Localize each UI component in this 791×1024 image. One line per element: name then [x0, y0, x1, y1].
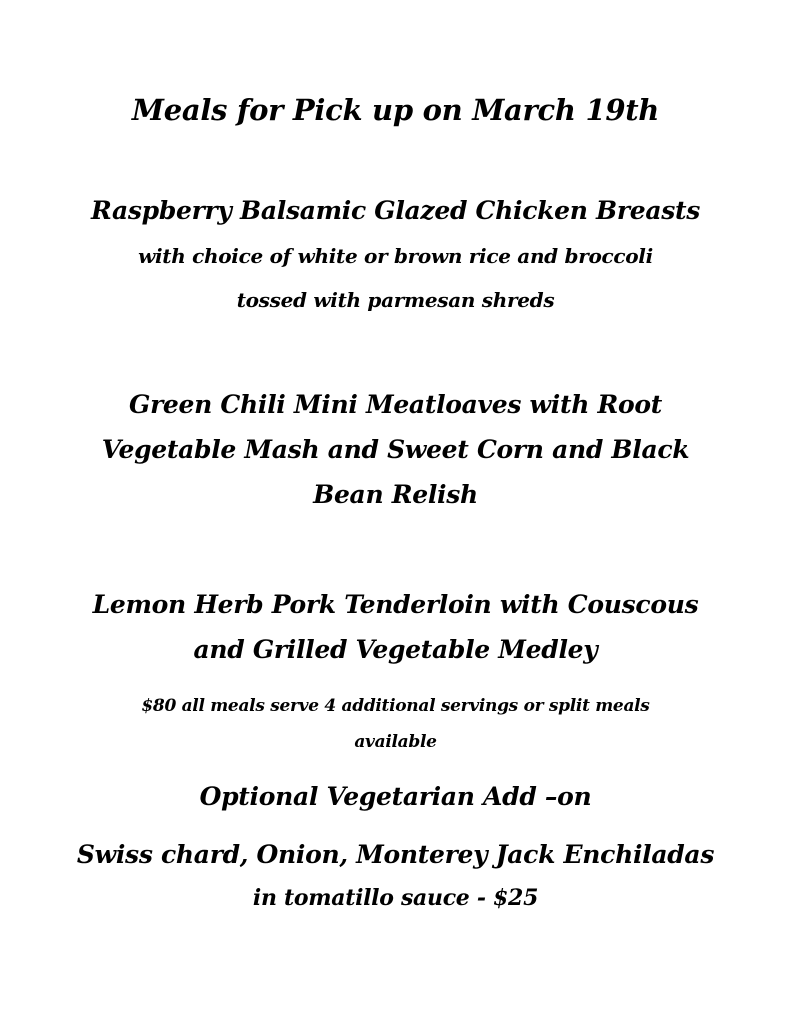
page-title: Meals for Pick up on March 19th [131, 93, 660, 127]
meal-line: with choice of white or brown rice and broccoli [138, 244, 653, 268]
meal-line: Bean Relish [313, 480, 478, 509]
meal-line: Raspberry Balsamic Glazed Chicken Breasts [90, 196, 701, 225]
meal-line: Lemon Herb Pork Tenderloin with Couscous [92, 590, 699, 619]
pricing-line: $80 all meals serve 4 additional servings or split meals [141, 696, 650, 716]
addon-line: Swiss chard, Onion, Monterey Jack Enchiladas [76, 840, 715, 869]
pricing-line: available [354, 732, 437, 752]
meal-line: tossed with parmesan shreds [236, 288, 555, 312]
meal-line: Vegetable Mash and Sweet Corn and Black [101, 435, 690, 464]
addon-line: in tomatillo sauce - $25 [252, 885, 539, 911]
addon-heading: Optional Vegetarian Add –on [199, 782, 592, 811]
meal-line: and Grilled Vegetable Medley [193, 635, 598, 664]
meal-line: Green Chili Mini Meatloaves with Root [129, 390, 662, 419]
